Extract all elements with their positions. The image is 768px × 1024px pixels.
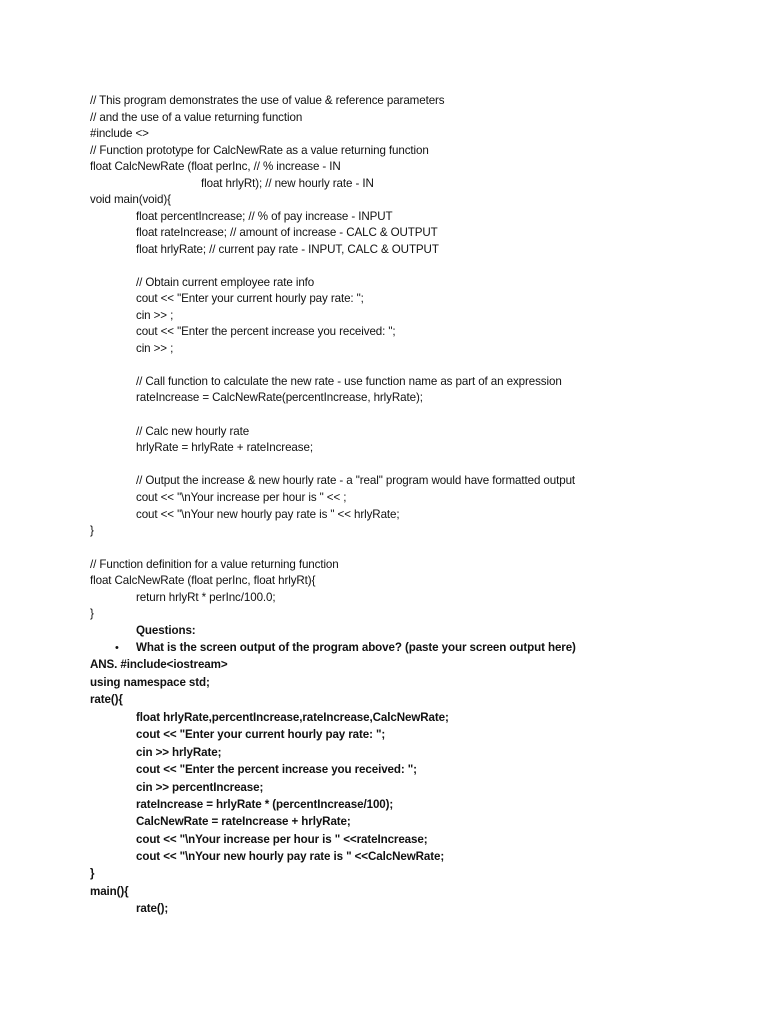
code-comment-1: // This program demonstrates the use of value & reference parameters [90, 94, 445, 107]
code-comment-obtain: // Obtain current employee rate info [136, 276, 315, 289]
code-decl-2: float rateIncrease; // amount of increase - CALC & OUTPUT [136, 226, 438, 239]
code-decl-1: float percentIncrease; // % of pay increase - INPUT [136, 210, 393, 223]
code-close-main: } [90, 524, 94, 537]
answer-line-9: rateIncrease = hrlyRate * (percentIncrease/100); [136, 798, 394, 811]
code-def-return: return hrlyRt * perInc/100.0; [136, 591, 276, 604]
code-comment-prototype: // Function prototype for CalcNewRate as a value returning function [90, 144, 429, 157]
code-decl-3: float hrlyRate; // current pay rate - INPUT, CALC & OUTPUT [136, 243, 439, 256]
code-comment-2: // and the use of a value returning function [90, 111, 303, 124]
code-comment-definition: // Function definition for a value returning function [90, 558, 339, 571]
answer-line-7: cout << "Enter the percent increase you received: "; [136, 763, 417, 776]
code-cin-2: cin >> ; [136, 342, 174, 355]
answer-line-10: CalcNewRate = rateIncrease + hrlyRate; [136, 815, 351, 828]
answer-line-8: cin >> percentIncrease; [136, 781, 264, 794]
code-comment-call: // Call function to calculate the new rate - use function name as part of an expression [136, 375, 562, 388]
answer-line-14: main(){ [90, 885, 129, 898]
code-cout-1: cout << "Enter your current hourly pay rate: "; [136, 292, 364, 305]
code-prototype-line-1: float CalcNewRate (float perInc, // % increase - IN [90, 160, 341, 173]
code-main-signature: void main(void){ [90, 193, 171, 206]
code-comment-calc: // Calc new hourly rate [136, 425, 250, 438]
answer-line-13: } [90, 867, 95, 880]
code-prototype-line-2: float hrlyRt); // new hourly rate - IN [201, 177, 374, 190]
code-def-signature: float CalcNewRate (float perInc, float hrlyRt){ [90, 574, 316, 587]
questions-heading: Questions: [136, 624, 196, 637]
answer-line-6: cin >> hrlyRate; [136, 746, 222, 759]
code-cout-2: cout << "Enter the percent increase you received: "; [136, 325, 396, 338]
code-close-def: } [90, 607, 94, 620]
answer-line-15: rate(); [136, 902, 169, 915]
code-cout-4: cout << "\nYour new hourly pay rate is " << hrlyRate; [136, 508, 400, 521]
answer-line-5: cout << "Enter your current hourly pay rate: "; [136, 728, 386, 741]
answer-line-1: ANS. #include<iostream> [90, 658, 228, 671]
code-cout-3: cout << "\nYour increase per hour is " << ; [136, 491, 347, 504]
code-cin-1: cin >> ; [136, 309, 174, 322]
answer-line-2: using namespace std; [90, 676, 210, 689]
question-1: What is the screen output of the program above? (paste your screen output here) [136, 641, 576, 654]
code-comment-output: // Output the increase & new hourly rate - a "real" program would have formatted output [136, 474, 576, 487]
answer-line-3: rate(){ [90, 693, 123, 706]
answer-line-4: float hrlyRate,percentIncrease,rateIncrease,CalcNewRate; [136, 711, 449, 724]
bullet-icon: • [115, 642, 119, 654]
code-assign-hrly: hrlyRate = hrlyRate + rateIncrease; [136, 441, 313, 454]
answer-line-12: cout << "\nYour new hourly pay rate is " <<CalcNewRate; [136, 850, 445, 863]
code-assign-rate: rateIncrease = CalcNewRate(percentIncrease, hrlyRate); [136, 391, 423, 404]
code-include: #include <> [90, 127, 149, 140]
answer-line-11: cout << "\nYour increase per hour is " <<rateIncrease; [136, 833, 428, 846]
